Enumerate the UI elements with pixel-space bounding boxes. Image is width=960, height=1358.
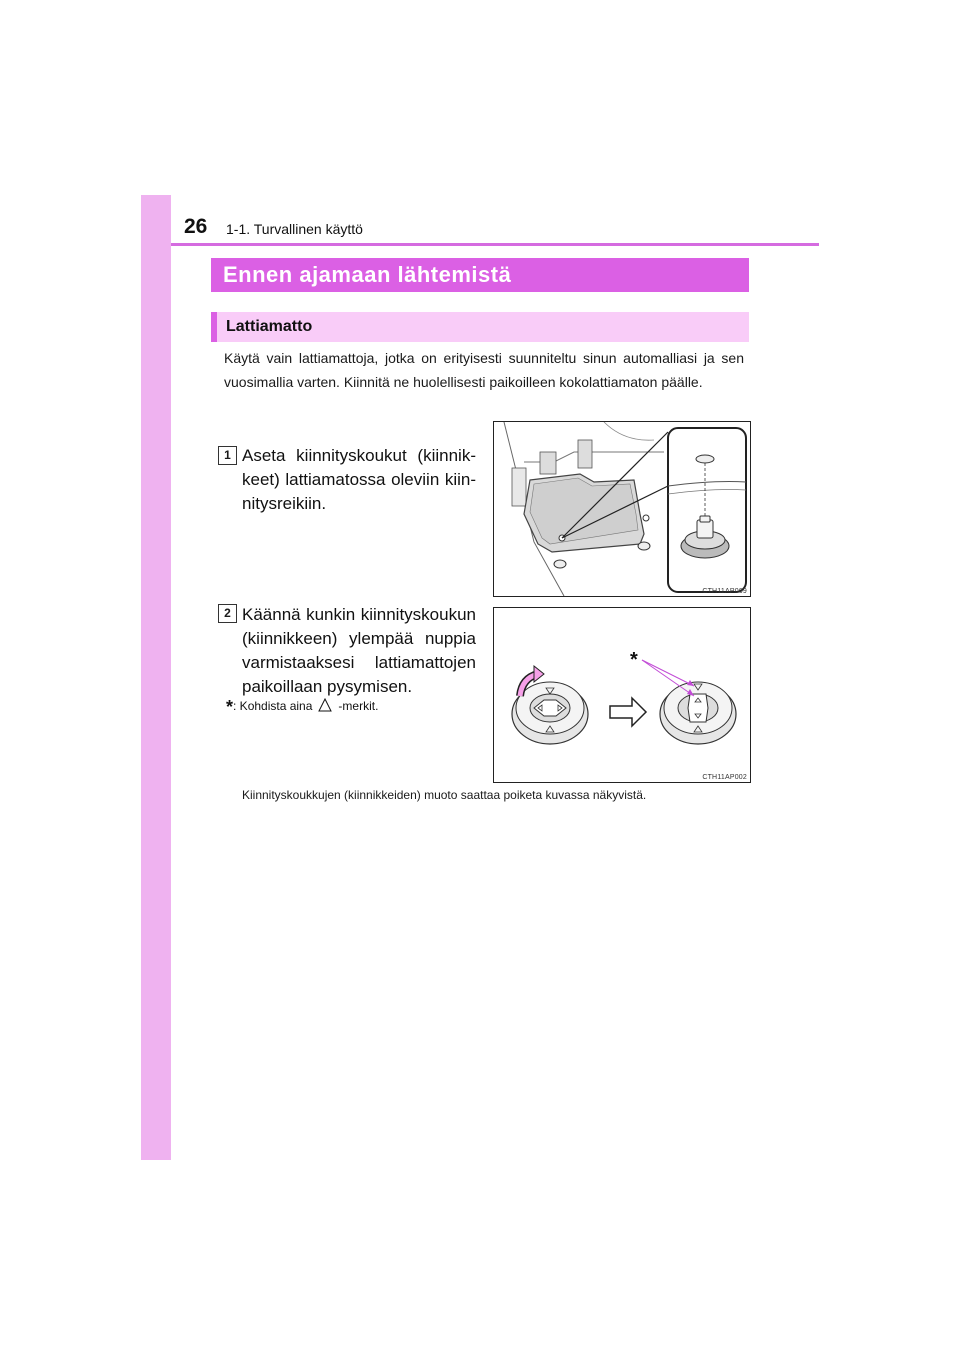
page-title: Ennen ajamaan lähtemistä (223, 262, 512, 287)
intro-paragraph: Käytä vain lattiamattoja, jotka on erityisesti suunniteltu sinun automalliasi ja sen vuosimallia varten. Kiinnitä ne huolellisesti paikoilleen kokolattiamaton päälle. (224, 350, 744, 390)
knob-turn-figure (493, 607, 751, 783)
section-label: 1-1. Turvallinen käyttö (226, 221, 363, 237)
page-number: 26 (184, 215, 208, 238)
figure-code-2: CTH11AP002 (702, 774, 747, 781)
floor-mat-illustration (494, 422, 750, 596)
step-number-1: 1 (218, 446, 237, 465)
knob-turn-illustration (494, 608, 750, 782)
step-2-text: Käännä kunkin kiinnityskoukun (kiinnikkeen) ylempää nuppia varmistaaksesi lattiamattojen paikoillaan pysymisen. (242, 605, 476, 696)
figure-code-1: CTH11AP069 (702, 588, 747, 595)
alignment-note (226, 697, 378, 718)
note-suffix: -merkit. (338, 699, 379, 713)
note-star: * (226, 697, 234, 717)
header-rule (171, 243, 819, 246)
svg-text:*: * (630, 649, 638, 671)
step-number-2: 2 (218, 604, 237, 623)
side-tab-bar (141, 195, 171, 1160)
footnote: Kiinnityskoukkujen (kiinnikkeiden) muoto saattaa poiketa kuvassa näkyvistä. (242, 788, 647, 802)
note-prefix: : Kohdista aina (233, 699, 313, 713)
step-1-text: Aseta kiinnityskoukut (kiinnik-keet) lattiamatossa oleviin kiin-nitysreikiin. (242, 446, 476, 513)
title-band (211, 258, 749, 292)
subtitle: Lattiamatto (226, 318, 313, 335)
subtitle-band (211, 312, 749, 342)
floor-mat-figure (493, 421, 751, 597)
triangle-mark-icon (318, 698, 332, 712)
